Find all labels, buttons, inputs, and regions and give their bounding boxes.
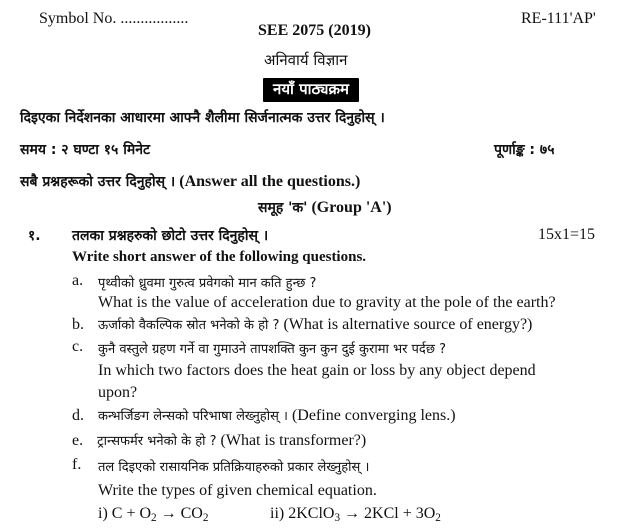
item-d-label: d.: [72, 407, 84, 424]
answer-all-instruction: [20, 172, 360, 191]
item-d: [72, 406, 456, 425]
answer-all-en: (Answer all the questions.): [179, 173, 361, 190]
item-a-label: a.: [72, 272, 84, 289]
item-e-label: e.: [72, 432, 84, 449]
curriculum-badge: नयाँ पाठ्यक्रम: [263, 78, 359, 102]
question-number: १.: [28, 228, 41, 244]
symbol-number: Symbol No. .................: [39, 10, 189, 27]
group-np: समूह 'क': [258, 200, 308, 216]
full-marks: पूर्णाङ्क : ७५: [494, 142, 555, 158]
item-c-en-line2: upon?: [98, 384, 138, 401]
item-f-label: f.: [72, 456, 82, 473]
group-en: (Group 'A'): [311, 199, 392, 216]
item-f-en: Write the types of given chemical equation.: [98, 482, 377, 499]
item-e: [72, 431, 366, 450]
time-allowed: समय : २ घण्टा १५ मिनेट: [20, 142, 151, 158]
answer-all-np: सबै प्रश्नहरूको उत्तर दिनुहोस् ।: [20, 174, 176, 190]
main-instruction: दिइएका निर्देशनका आधारमा आफ्नै शैलीमा सिर्जनात्मक उत्तर दिनुहोस् ।: [20, 110, 385, 126]
item-d-en: (Define converging lens.): [291, 407, 456, 424]
equation-1-label: i): [98, 505, 108, 522]
item-c-en-line1: In which two factors does the heat gain or loss by any object depend: [98, 362, 536, 379]
item-f-np: तल दिइएको रासायनिक प्रतिक्रियाहरुको प्रकार लेख्नुहोस् ।: [98, 460, 370, 475]
question-title-np: तलका प्रश्नहरुको छोटो उत्तर दिनुहोस् ।: [72, 228, 269, 244]
exam-title: SEE 2075 (2019): [258, 22, 371, 39]
question-title-en: Write short answer of the following questions.: [72, 249, 367, 265]
subject-title: अनिवार्य विज्ञान: [264, 51, 348, 69]
paper-code: RE-111'AP': [521, 10, 596, 27]
equation-2-label: ii): [270, 505, 285, 522]
question-marks: 15x1=15: [538, 226, 596, 243]
group-heading: [258, 198, 392, 217]
item-b-en: (What is alternative source of energy?): [283, 316, 533, 333]
item-b-label: b.: [72, 316, 84, 333]
equation-2: ii) 2KClO$_3$ → $2KCl + 3O_2$: [270, 505, 441, 524]
item-c-np: कुनै वस्तुले ग्रहण गर्ने वा गुमाउने तापशक्ति कुन कुन दुई कुरामा भर पर्दछ ?: [98, 342, 446, 357]
item-e-en: (What is transformer?): [220, 432, 367, 449]
item-d-np: कन्भर्जिङग लेन्सको परिभाषा लेख्नुहोस् ।: [98, 409, 288, 424]
item-a-np: पृथ्वीको ध्रुवमा गुरुत्व प्रवेगको मान कति हुन्छ ?: [98, 276, 317, 291]
equation-1: i) $C + O_2 \to CO_2$: [98, 505, 209, 524]
item-b: [72, 315, 532, 334]
item-c-label: c.: [72, 338, 84, 355]
item-a-en: What is the value of acceleration due to gravity at the pole of the earth?: [98, 294, 556, 311]
item-e-np: ट्रान्सफर्मर भनेको के हो ?: [97, 434, 217, 449]
item-b-np: ऊर्जाको वैकल्पिक स्रोत भनेको के हो ?: [98, 318, 280, 333]
